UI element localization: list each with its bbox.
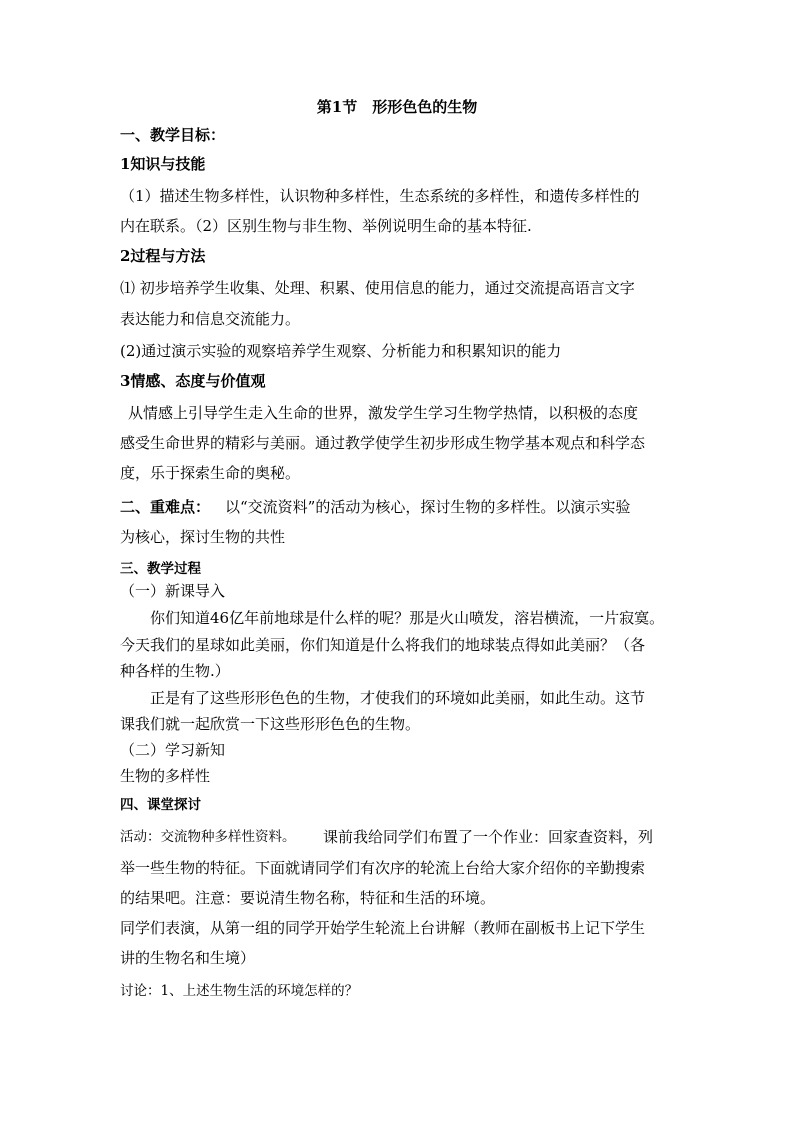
page-title: 第1节 形形色色的生物 — [316, 98, 478, 116]
paragraph-line: 你们知道46亿年前地球是什么样的呢？那是火山喷发，溶岩横流，一片寂寞。 — [150, 609, 665, 627]
subsection-heading-intro: （一）新课导入 — [120, 582, 226, 600]
paragraph-line: 以“交流资料”的活动为核心，探讨生物的多样性。以演示实验 — [225, 498, 631, 516]
paragraph-line: 内在联系。（2）区别生物与非生物、举例说明生命的基本特征. — [120, 217, 532, 235]
section-heading-discussion: 四、课堂探讨 — [120, 797, 201, 813]
paragraph-line: 度，乐于探索生命的奥秘。 — [120, 464, 301, 482]
paragraph-line: 从情感上引导学生走入生命的世界，激发学生学习生物学热情，以积极的态度 — [128, 404, 639, 422]
paragraph-line: 讨论：1、上述生物生活的环境怎样的？ — [120, 983, 359, 999]
paragraph-line: （1）描述生物多样性，认识物种多样性，生态系统的多样性，和遗传多样性的 — [120, 187, 640, 205]
paragraph-line: 同学们表演，从第一组的同学开始学生轮流上台讲解（教师在副板书上记下学生 — [120, 919, 646, 937]
paragraph-line: 为核心，探讨生物的共性 — [120, 528, 286, 546]
paragraph-line: 课我们就一起欣赏一下这些形形色色的生物。 — [120, 715, 421, 733]
section-heading-key-points: 二、重难点： — [120, 498, 211, 516]
paragraph-line: (2)通过演示实验的观察培养学生观察、分析能力和积累知识的能力 — [120, 342, 562, 360]
activity-label: 活动：交流物种多样性资料。 — [120, 829, 296, 845]
paragraph-line: 感受生命世界的精彩与美丽。通过教学使学生初步形成生物学基本观点和科学态 — [120, 434, 646, 452]
subsection-heading-new-knowledge: （二）学习新知 — [120, 741, 226, 759]
paragraph-line: 讲的生物名和生境） — [120, 949, 256, 967]
paragraph-line: 今天我们的星球如此美丽，你们知道是什么将我们的地球装点得如此美丽？（各 — [120, 636, 646, 654]
section-heading-objectives: 一、教学目标： — [120, 126, 226, 144]
paragraph-line: 课前我给同学们布置了一个作业：回家查资料，列 — [323, 828, 654, 846]
paragraph-line: 表达能力和信息交流能力。 — [120, 310, 301, 328]
subheading-process-method: 2过程与方法 — [120, 247, 206, 265]
paragraph-line: 正是有了这些形形色色的生物，才使我们的环境如此美丽，如此生动。这节 — [150, 689, 646, 707]
paragraph-line: 生物的多样性 — [120, 767, 211, 785]
subheading-knowledge-skills: 1知识与技能 — [120, 155, 206, 173]
paragraph-line: 种各样的生物.） — [120, 662, 230, 680]
paragraph-line: ⑴ 初步培养学生收集、处理、积累、使用信息的能力，通过交流提高语言文字 — [120, 279, 635, 297]
paragraph-line: 举一些生物的特征。下面就请同学们有次序的轮流上台给大家介绍你的辛勤搜索 — [120, 859, 646, 877]
subheading-emotion-attitude: 3情感、态度与价值观 — [120, 372, 266, 390]
section-heading-teaching-process: 三、教学过程 — [120, 561, 201, 577]
paragraph-line: 的结果吧。注意：要说清生物名称，特征和生活的环境。 — [120, 889, 496, 907]
